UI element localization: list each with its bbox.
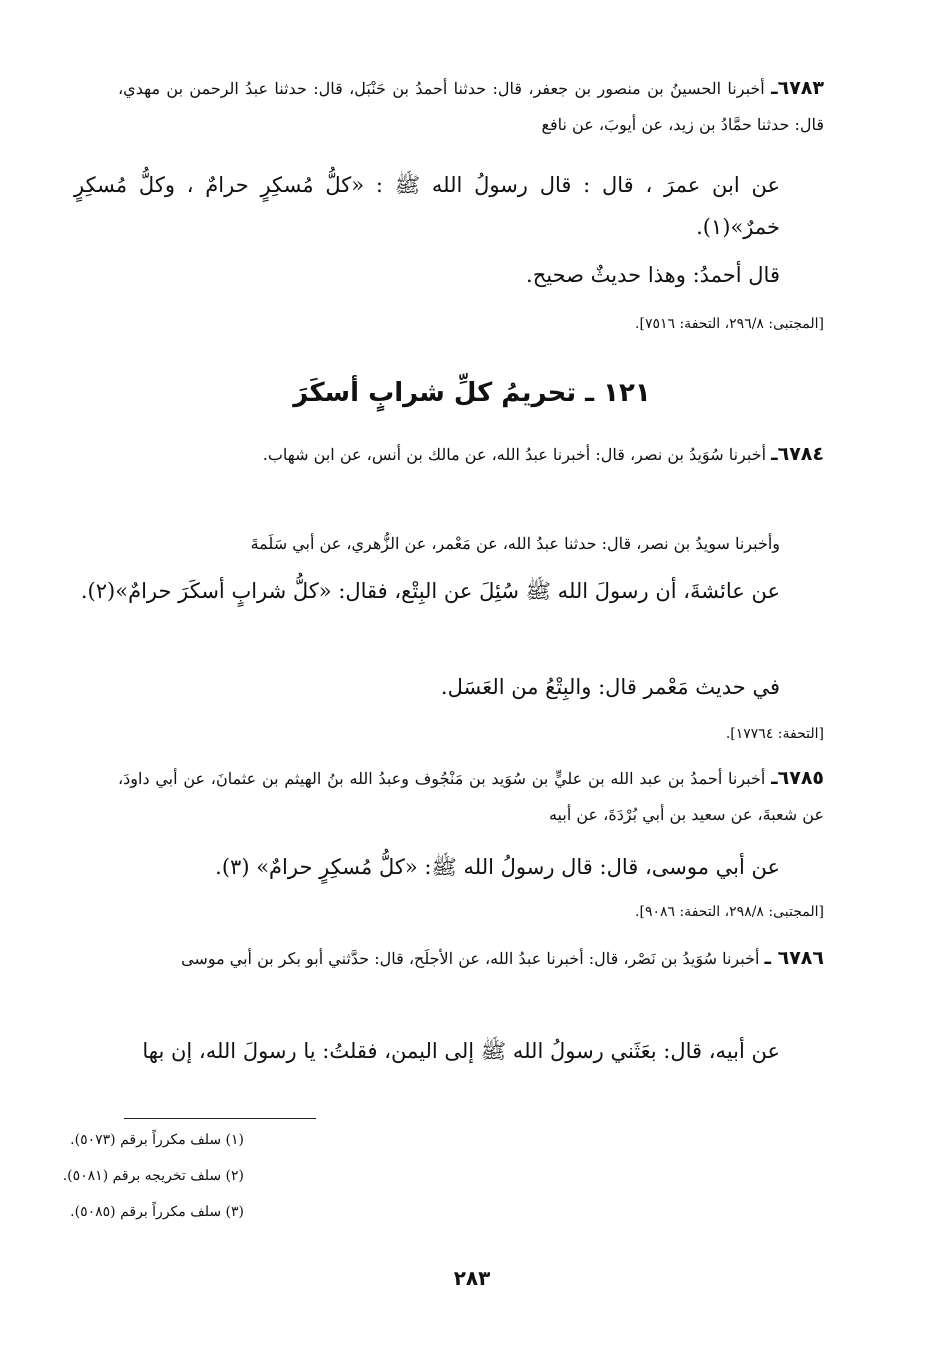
isnad-text: أخبرنا الحسينُ بن منصور بن جعفر، قال: حدثنا أحمدُ بن حَنْبَل، قال: حدثنا عبدُ الرحمن بن مهدي، قال: حدثنا حمَّادُ بن زيد، عن أيوبَ، عن نافع [118,79,824,134]
hadith-6785-matn: عن أبي موسى، قال: قال رسولُ الله ﷺ: «كلُّ مُسكِرٍ حرامٌ» (٣). [215,855,780,879]
hadith-number: ٦٧٨٤ـ [771,443,824,465]
hadith-6786-isnad [118,940,824,977]
hadith-6783-matn: عن ابن عمرَ ، قال : قال رسولُ الله ﷺ : «كلُّ مُسكِرٍ حرامٌ ، وكلُّ مُسكِرٍ خمرٌ»(١). [74,173,780,239]
hadith-6784-isnad [118,436,824,473]
isnad-text: أخبرنا أحمدُ بن عبد الله بن عليٍّ بن سُوَيد بن مَنْجُوف وعبدُ الله بنُ الهيثم بن عثمانَ، عن أبي داودَ، عن شعبةَ، عن سعيد بن أبي بُرْدَةَ، عن أبيه [118,769,824,824]
isnad-text: أخبرنا سُوَيدُ بن نصر، قال: أخبرنا عبدُ الله، عن مالك بن أنس، عن ابن شهاب. [262,445,767,464]
footnote-separator [124,1118,316,1119]
hadith-number: ٦٧٨٣ـ [771,77,824,99]
page-number: ٢٨٣ [453,1266,491,1290]
hadith-6784-matn: عن عائشةَ، أن رسولَ الله ﷺ سُئِلَ عن البِتْع، فقال: «كلُّ شرابٍ أسكَرَ حرامٌ»(٢). [80,579,780,603]
hadith-number: ٦٧٨٥ـ [771,767,825,789]
isnad-text: أخبرنا سُوَيدُ بن نَصْر، قال: أخبرنا عبدُ الله، عن الأجلَح، قال: حدَّثني أبو بكر بن أبي موسى [181,949,760,968]
footnote-3: (٣) سلف مكرراً برقم (٥٠٨٥). [70,1204,244,1220]
hadith-6784-comment: في حديث مَعْمر قال: والبِتْعُ من العَسَل. [440,675,780,699]
hadith-6785-isnad [118,760,824,833]
hadith-6785-reference: [المجتبى: ٢٩٨/٨، التحفة: ٩٠٨٦]. [635,904,824,920]
hadith-6783-isnad [118,70,824,143]
hadith-6784-reference: [التحفة: ١٧٧٦٤]. [725,726,824,742]
hadith-6783-comment: قال أحمدُ: وهذا حديثٌ صحيح. [526,263,780,287]
hadith-6783-reference: [المجتبى: ٢٩٦/٨، التحفة: ٧٥١٦]. [635,316,824,332]
chapter-heading: ١٢١ ـ تحريمُ كلِّ شرابٍ أسكَرَ [293,378,651,408]
footnote-2: (٢) سلف تخريجه برقم (٥٠٨١). [62,1168,244,1184]
footnote-1: (١) سلف مكرراً برقم (٥٠٧٣). [70,1132,244,1148]
hadith-number: ٦٧٨٦ ـ [764,947,824,969]
hadith-6784-isnad-second: وأخبرنا سويدُ بن نصر، قال: حدثنا عبدُ الله، عن مَعْمر، عن الزُّهري، عن أبي سَلَمةَ [250,534,780,553]
hadith-6786-matn: عن أبيه، قال: بعَثَني رسولُ الله ﷺ إلى اليمن، فقلتُ: يا رسولَ الله، إن بها [142,1039,780,1063]
